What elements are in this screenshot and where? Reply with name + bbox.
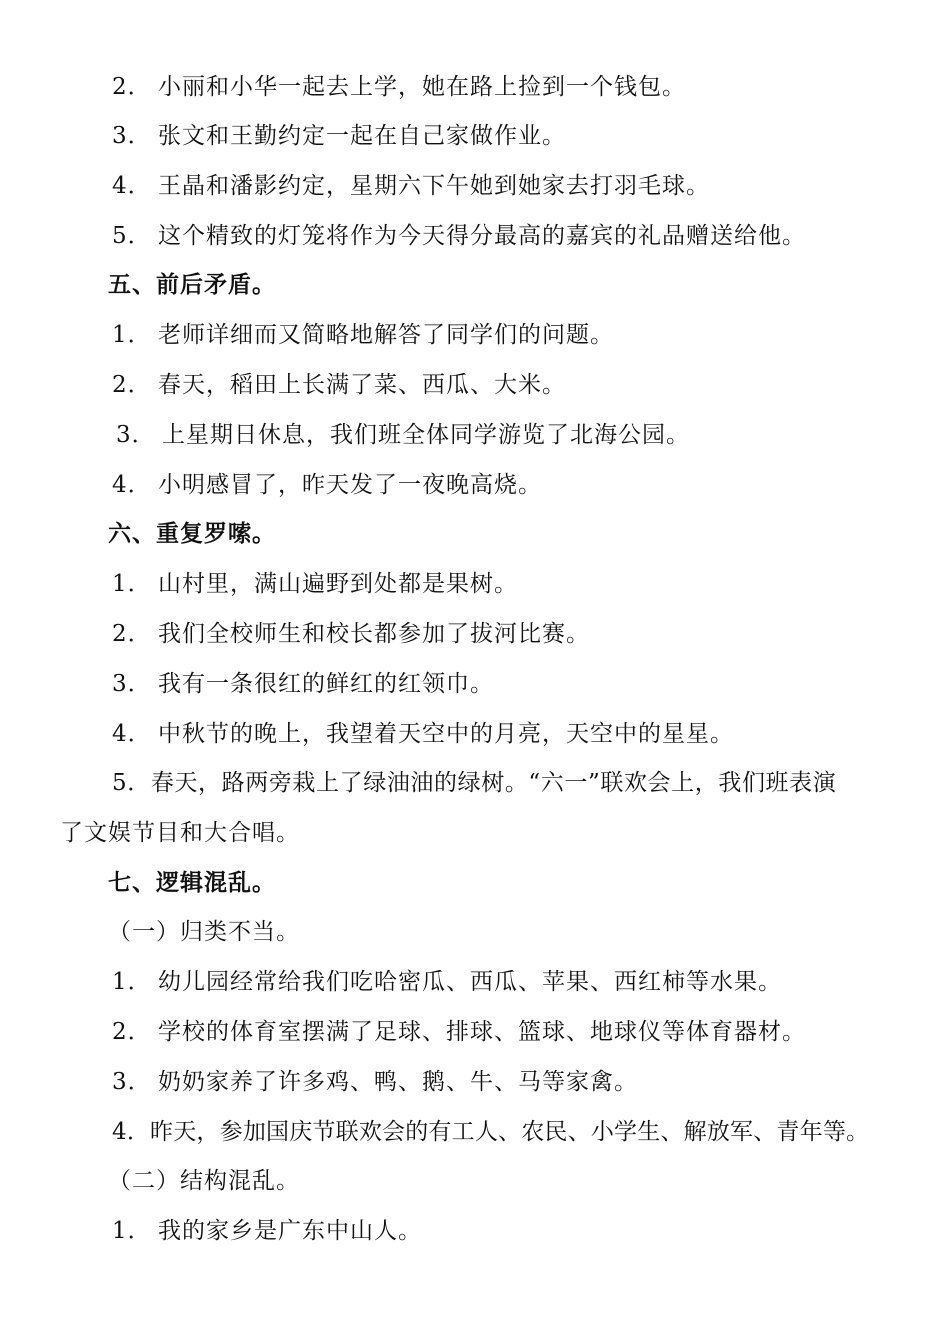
sentence-line: 5．春天，路两旁栽上了绿油油的绿树。“六一”联欢会上，我们班表演: [112, 770, 837, 796]
sentence-line: 5． 这个精致的灯笼将作为今天得分最高的嘉宾的礼品赠送给他。: [112, 223, 806, 249]
sentence-line: 1． 老师详细而又简略地解答了同学们的问题。: [112, 322, 614, 348]
sentence-line-continued: 了文娱节目和大合唱。: [60, 820, 300, 846]
sentence-line: 4． 王晶和潘影约定，星期六下午她到她家去打羽毛球。: [112, 173, 710, 199]
section-heading: 七、逻辑混乱。: [108, 870, 276, 896]
subsection-heading: （二）结构混乱。: [108, 1168, 300, 1194]
sentence-line: 3． 上星期日休息，我们班全体同学游览了北海公园。: [116, 422, 690, 448]
sentence-line: 2． 我们全校师生和校长都参加了拔河比赛。: [112, 621, 590, 647]
sentence-line: 2． 小丽和小华一起去上学，她在路上捡到一个钱包。: [112, 74, 686, 100]
sentence-line: 1． 幼儿园经常给我们吃哈密瓜、西瓜、苹果、西红柿等水果。: [112, 969, 782, 995]
sentence-line: 1． 我的家乡是广东中山人。: [112, 1218, 422, 1244]
sentence-line: 3． 我有一条很红的鲜红的红领巾。: [112, 671, 494, 697]
subsection-heading: （一）归类不当。: [108, 919, 300, 945]
sentence-line: 2． 学校的体育室摆满了足球、排球、篮球、地球仪等体育器材。: [112, 1019, 806, 1045]
section-heading: 六、重复罗嗦。: [108, 521, 276, 547]
sentence-line: 3． 奶奶家养了许多鸡、鸭、鹅、牛、马等家禽。: [112, 1069, 638, 1095]
sentence-line: 4．昨天，参加国庆节联欢会的有工人、农民、小学生、解放军、青年等。: [112, 1119, 870, 1145]
sentence-line: 1． 山村里，满山遍野到处都是果树。: [112, 571, 518, 597]
sentence-line: 2． 春天，稻田上长满了菜、西瓜、大米。: [112, 372, 566, 398]
section-heading: 五、前后矛盾。: [108, 272, 276, 298]
sentence-line: 4． 小明感冒了，昨天发了一夜晚高烧。: [112, 472, 542, 498]
sentence-line: 3． 张文和王勤约定一起在自己家做作业。: [112, 123, 566, 149]
sentence-line: 4． 中秋节的晚上，我望着天空中的月亮，天空中的星星。: [112, 721, 734, 747]
